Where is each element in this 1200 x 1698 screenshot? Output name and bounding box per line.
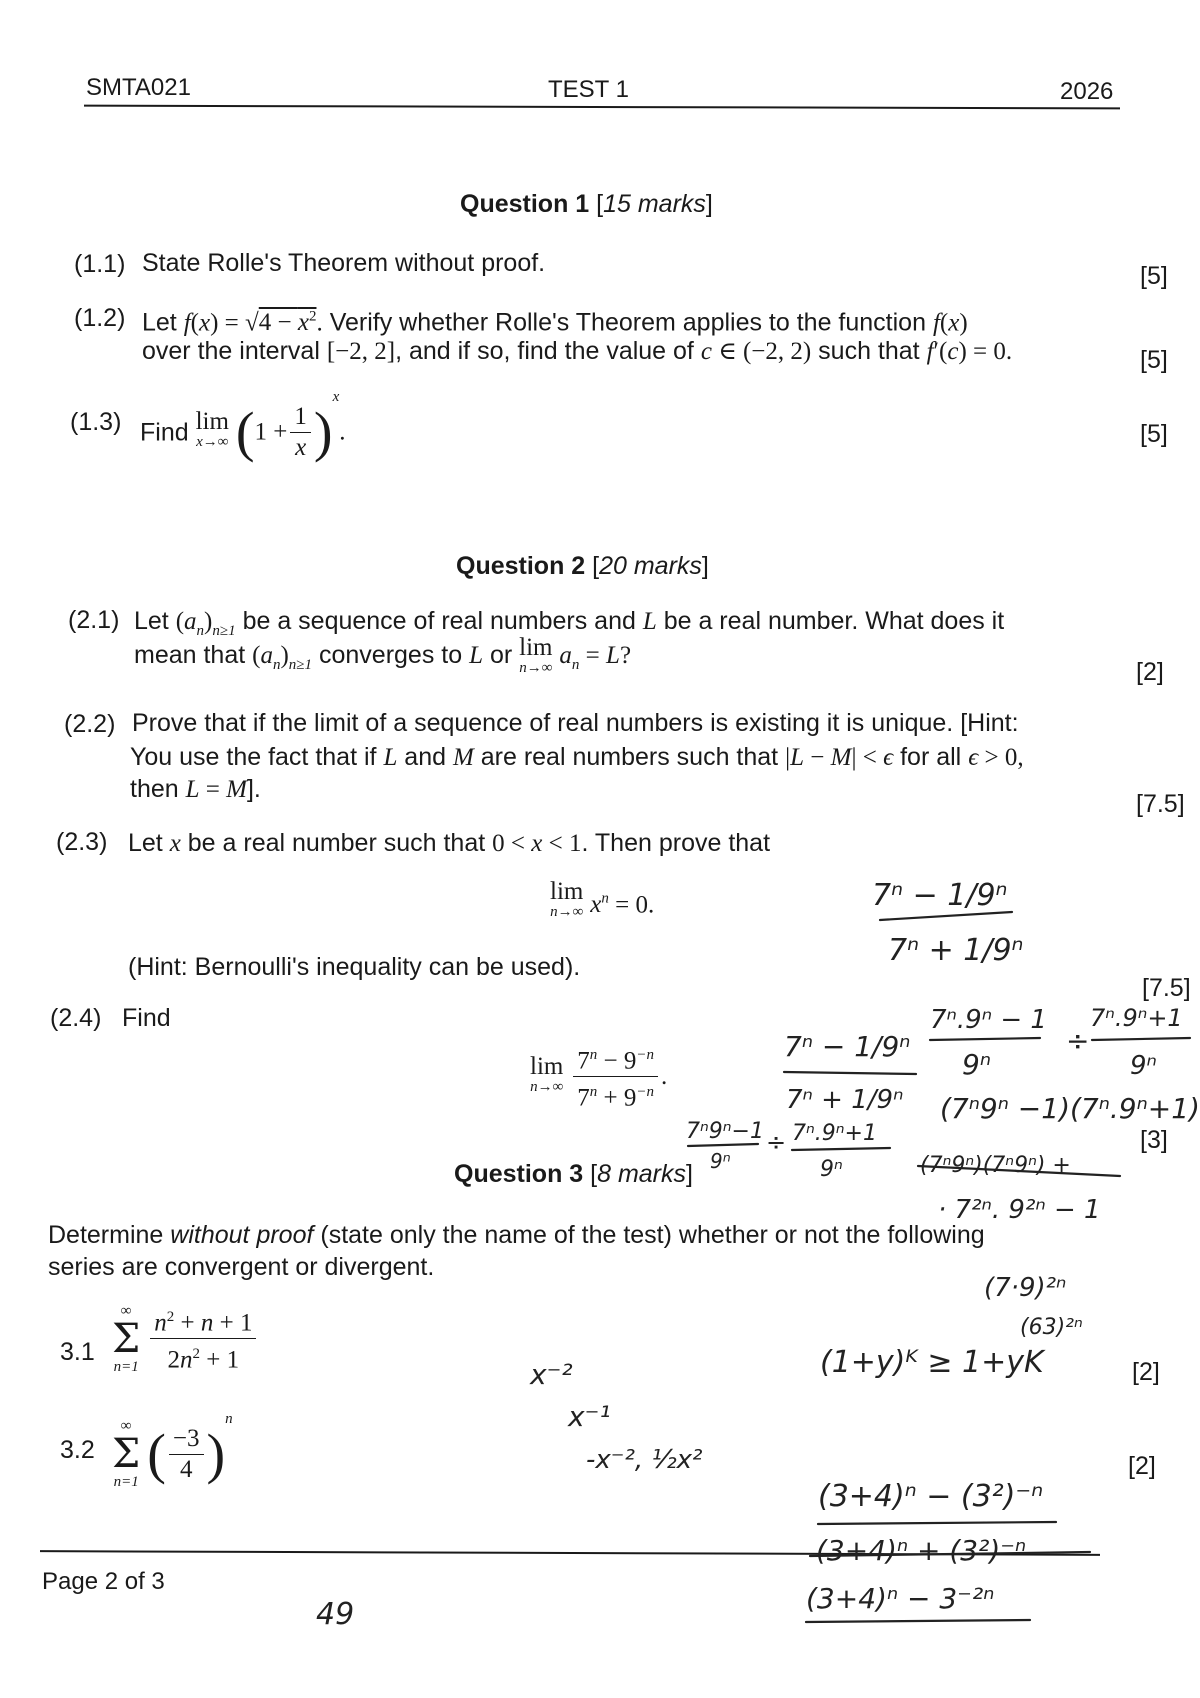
handwriting-d2: 9ⁿ — [710, 1149, 731, 1173]
header-course-code: SMTA021 — [86, 74, 191, 101]
item-2-2-mark: [7.5] — [1136, 790, 1185, 818]
handwriting-b6: 7ⁿ.9ⁿ+1 — [1090, 1004, 1183, 1032]
handwriting-b3: 7ⁿ.9ⁿ − 1 — [930, 1005, 1047, 1035]
handwriting-g2: (3+4)ⁿ + (3²)⁻ⁿ — [816, 1534, 1027, 1567]
item-3-1-series: ∞ Σ n=1 $\frac{n^2 + n + 1}{2n^2 + 1}$ — [112, 1302, 259, 1376]
handwriting-c1: (7ⁿ9ⁿ −1)(7ⁿ.9ⁿ+1) — [940, 1092, 1200, 1125]
item-2-1-mark: [2] — [1136, 658, 1164, 686]
item-1-1-mark: [5] — [1140, 262, 1168, 290]
header-year: 2026 — [1060, 78, 1114, 105]
item-1-1-text: State Rolle's Theorem without proof. — [142, 249, 546, 277]
handwriting-d5: 9ⁿ — [820, 1157, 843, 1182]
item-2-4-expression: lim n→∞ $\frac{7^n - 9^{-n}}{7^n + 9^{-n}}$ . — [530, 1040, 667, 1114]
item-1-2-line-1: Let $f(x) = √4 - x^2$. Verify whether Rolle's Theorem applies to the function f(x) — [142, 308, 968, 337]
handwriting-b4: 9ⁿ — [962, 1048, 991, 1081]
question-2-title: Question 2 [20 marks] — [456, 552, 709, 580]
item-2-4-number: (2.4) — [50, 1004, 102, 1032]
handwriting-work-c — [940, 1092, 1200, 1125]
item-1-3-number: (1.3) — [70, 408, 122, 436]
item-1-1-number: (1.1) — [74, 250, 126, 278]
handwriting-e3: (1+y)ᴷ ≥ 1+yK — [820, 1345, 1044, 1380]
question-3-title: Question 3 [8 marks] — [454, 1160, 693, 1188]
item-2-1-line-1: Let $(a_n)_{n\ge 1}$ be a sequence of real numbers and L be a real number. What does it — [134, 607, 1005, 639]
item-1-2-mark: [5] — [1140, 346, 1168, 374]
handwriting-d6: (7ⁿ9ⁿ)(7ⁿ9ⁿ) + — [920, 1153, 1071, 1178]
item-1-3-expression: Find lim x→∞ (1 + $\frac{1}{x}$ )$^x$. — [140, 389, 346, 464]
handwriting-b1: 7ⁿ − 1/9ⁿ — [784, 1030, 911, 1063]
handwriting-work-g — [806, 1479, 1090, 1622]
handwriting-work-h — [316, 1597, 354, 1632]
handwriting-e2: (63)²ⁿ — [1020, 1315, 1083, 1340]
item-2-4-text: Find — [122, 1004, 171, 1032]
handwriting-a2: 7ⁿ + 1/9ⁿ — [888, 933, 1024, 968]
item-2-2-line-1: Prove that if the limit of a sequence of real numbers is existing it is unique. [Hint: — [132, 709, 1019, 737]
handwriting-f1: x⁻² — [530, 1358, 573, 1391]
handwriting-a1: 7ⁿ − 1/9ⁿ — [872, 878, 1008, 913]
handwriting-g3: (3+4)ⁿ − 3⁻²ⁿ — [806, 1582, 995, 1615]
handwriting-d4: 7ⁿ.9ⁿ+1 — [792, 1121, 877, 1146]
item-3-2-series: ∞ Σ n=1 ( $\frac{-3}{4}$ )$^n$ — [112, 1411, 233, 1491]
item-1-3-mark: [5] — [1140, 420, 1168, 448]
header-test-title: TEST 1 — [548, 76, 629, 103]
handwriting-b7: 9ⁿ — [1130, 1051, 1157, 1081]
handwriting-fraction-a — [872, 878, 1024, 968]
item-3-1-mark: [2] — [1132, 1358, 1160, 1386]
item-1-2-line-2: over the interval [−2, 2], and if so, find the value of c ∈ (−2, 2) such that f′(c) = 0. — [142, 337, 1013, 365]
handwriting-e1: (7·9)²ⁿ — [984, 1273, 1067, 1303]
question-1-title: Question 1 [15 marks] — [460, 190, 713, 218]
question-3-intro-line-2: series are convergent or divergent. — [48, 1253, 435, 1281]
item-2-2-line-2: You use the fact that if L and M are real numbers such that |L − M| < ϵ for all ϵ > 0, — [130, 743, 1024, 771]
handwriting-f2: x⁻¹ — [568, 1400, 611, 1433]
item-3-2-number: 3.2 — [60, 1436, 95, 1464]
handwriting-b5: ÷ — [1066, 1024, 1090, 1057]
item-2-3-number: (2.3) — [56, 828, 108, 856]
item-3-2-mark: [2] — [1128, 1452, 1156, 1480]
handwriting-work-e — [820, 1273, 1083, 1380]
handwriting-f3: -x⁻², ½x² — [586, 1445, 703, 1475]
handwriting-work-d — [686, 1119, 1120, 1225]
item-2-3-mark: [7.5] — [1142, 974, 1191, 1002]
item-2-1-number: (2.1) — [68, 606, 120, 634]
item-2-3-hint: (Hint: Bernoulli's inequality can be used). — [128, 953, 581, 981]
footer-page-number: Page 2 of 3 — [42, 1568, 165, 1595]
item-2-1-line-2: mean that $(a_n)_{n\ge 1}$ converges to L or lim n→∞ $a_n = L$? — [134, 634, 632, 676]
handwriting-d7: · 7²ⁿ. 9²ⁿ − 1 — [938, 1195, 1101, 1225]
handwriting-b2: 7ⁿ + 1/9ⁿ — [786, 1085, 904, 1115]
item-2-2-number: (2.2) — [64, 710, 116, 738]
item-3-1-number: 3.1 — [60, 1338, 95, 1366]
item-2-4-mark: [3] — [1140, 1126, 1168, 1154]
handwriting-h1: 49 — [316, 1597, 355, 1632]
handwriting-work-f — [529, 1358, 702, 1475]
handwriting-d1: 7ⁿ9ⁿ−1 — [686, 1119, 764, 1144]
item-1-2-number: (1.2) — [74, 304, 126, 332]
item-2-2-line-3: then L = M]. — [130, 775, 261, 803]
item-2-3-equation: lim n→∞ $x^n = 0$. — [550, 878, 655, 920]
item-2-3-line-1: Let x be a real number such that 0 < x < 1. Then prove that — [128, 829, 771, 857]
question-3-intro-line-1: Determine without proof (state only the name of the test) whether or not the following — [48, 1221, 985, 1249]
handwriting-d3: ÷ — [766, 1128, 787, 1156]
handwriting-g1: (3+4)ⁿ − (3²)⁻ⁿ — [818, 1479, 1044, 1514]
